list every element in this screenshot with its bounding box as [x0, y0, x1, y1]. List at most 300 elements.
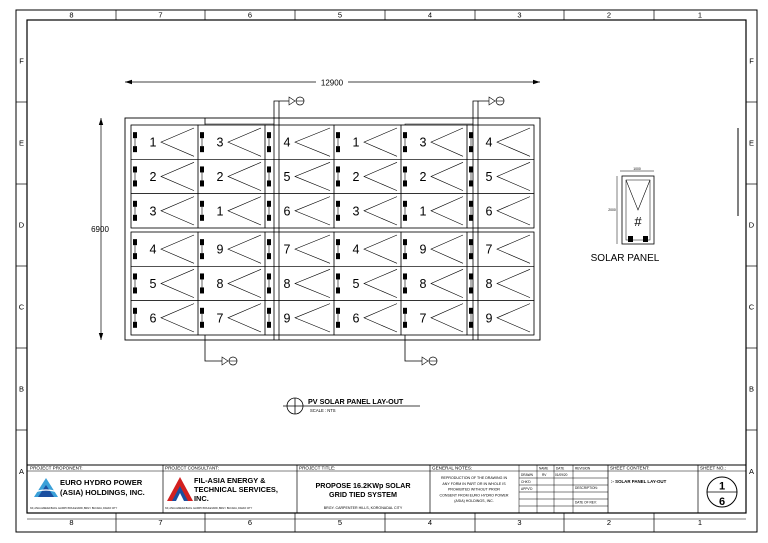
panel-outline [198, 159, 265, 193]
panel-chevron [228, 304, 261, 332]
panel-junction-box [200, 146, 204, 152]
solar-panel [131, 266, 198, 300]
panel-outline [401, 125, 467, 159]
frame-row-label: C [748, 302, 755, 312]
panel-number: 6 [149, 311, 157, 326]
solar-panel [265, 232, 334, 266]
width-dimension: 12900 [320, 78, 344, 88]
rev-header-date: DATE [556, 466, 565, 471]
panel-junction-box [469, 273, 473, 279]
panel-outline [467, 194, 534, 228]
panel-junction-box [403, 146, 407, 152]
frame-col-label: 8 [69, 10, 74, 20]
panel-chevron [431, 128, 463, 156]
dim-arrow-bottom [99, 333, 103, 340]
panel-outline [198, 125, 265, 159]
panel-junction-box [267, 253, 271, 259]
solar-panel [131, 125, 198, 159]
revision-table [519, 465, 608, 513]
panel-junction-box [469, 166, 473, 172]
detail-label: SOLAR PANEL [590, 253, 660, 264]
panel-number: 8 [419, 276, 427, 291]
proponent-label: PROJECT PROPONENT: [30, 465, 83, 471]
frame-col-label: 3 [517, 10, 522, 20]
solar-panel [401, 232, 467, 266]
panel-outline [265, 125, 334, 159]
frame-row-label: A [18, 467, 25, 476]
panel-number: 8 [485, 276, 493, 291]
consultant-name-line3: INC. [194, 494, 209, 503]
outer-border [16, 10, 757, 532]
frame-row-label: E [18, 138, 25, 148]
panel-junction-box [336, 308, 340, 314]
panel-junction-box [267, 322, 271, 328]
panel-number: 9 [485, 311, 493, 326]
solar-panel [467, 232, 534, 266]
panel-outline [334, 266, 401, 300]
panel-outline [131, 194, 198, 228]
panel-junction-box [200, 273, 204, 279]
detail-panel-chevron [626, 180, 650, 210]
description-label: DESCRIPTION: [575, 486, 598, 490]
solar-panel [334, 125, 401, 159]
panel-junction-box [133, 273, 137, 279]
dim-arrow-right [533, 80, 540, 84]
panel-junction-box [336, 166, 340, 172]
panel-junction-box [336, 253, 340, 259]
panel-outline [131, 232, 198, 266]
panel-junction-box [200, 253, 204, 259]
panel-number: 3 [419, 135, 427, 150]
panel-number: 8 [283, 276, 291, 291]
solar-panel [198, 266, 265, 300]
rev-header-name: NAME [539, 466, 549, 471]
panel-junction-box [133, 146, 137, 152]
solar-panel [334, 159, 401, 193]
panel-outline [198, 232, 265, 266]
panel-chevron [295, 304, 330, 332]
frame-col-label: 6 [247, 518, 253, 527]
panel-chevron [364, 269, 397, 297]
panel-chevron [161, 235, 194, 263]
panel-junction-box [133, 201, 137, 207]
panel-junction-box [200, 132, 204, 138]
panel-chevron [497, 128, 530, 156]
sign-row-drawn: DRAWN [521, 473, 533, 477]
panel-number: 8 [216, 276, 224, 291]
solar-panel [467, 159, 534, 193]
panel-outline [265, 159, 334, 193]
panel-chevron [161, 269, 194, 297]
panel-outline [334, 194, 401, 228]
panel-junction-box [200, 322, 204, 328]
frame-row-label: C [18, 302, 25, 312]
panel-chevron [431, 162, 463, 190]
panel-junction-box [403, 201, 407, 207]
frame-row-label: E [748, 138, 755, 148]
layout-title-block [283, 397, 420, 414]
rev-header-revision: REVISION [575, 466, 591, 471]
panel-junction-box [200, 215, 204, 221]
panel-junction-box [403, 239, 407, 245]
solar-panel [467, 301, 534, 335]
panel-chevron [431, 197, 463, 225]
panel-chevron [364, 128, 397, 156]
solar-panel [265, 301, 334, 335]
sheet-content-label: SHEET CONTENT: [610, 465, 650, 471]
panel-outline [401, 159, 467, 193]
panel-junction-box [200, 180, 204, 186]
panel-chevron [497, 269, 530, 297]
frame-col-label: 8 [69, 518, 74, 527]
panel-junction-box [403, 287, 407, 293]
panel-outline [131, 125, 198, 159]
panel-junction-box [133, 253, 137, 259]
panel-chevron [431, 235, 463, 263]
panel-chevron [364, 304, 397, 332]
panel-outline [265, 232, 334, 266]
solar-panel [334, 266, 401, 300]
solar-panel [467, 194, 534, 228]
panel-junction-box [469, 239, 473, 245]
consultant-address: 3/F, ASIA ALMEDA BLDG. ELIMPO BOULEVARD, BRGY. BUCANA, DAVAO CITY [165, 507, 253, 510]
panel-chevron [364, 197, 397, 225]
frame-col-label: 5 [337, 10, 343, 20]
solar-panel [198, 125, 265, 159]
breaker-symbol-bottom-left [222, 357, 237, 365]
frame-row-label: A [748, 467, 755, 476]
proponent-name-line1: EURO HYDRO POWER [60, 478, 143, 487]
panel-junction-box [403, 180, 407, 186]
solar-panel [198, 159, 265, 193]
project-address: BRGY. CARPENTER HILLS, KORONADAL CITY [323, 506, 403, 510]
panel-chevron [228, 162, 261, 190]
frame-row-label: B [748, 384, 755, 394]
panel-outline [198, 194, 265, 228]
panel-junction-box [336, 201, 340, 207]
panel-junction-box [267, 180, 271, 186]
panel-chevron [431, 304, 463, 332]
panel-outline [334, 232, 401, 266]
panel-number: 4 [149, 242, 157, 257]
panel-outline [467, 266, 534, 300]
frame-grid-ticks [16, 10, 757, 532]
panel-junction-box [267, 273, 271, 279]
panel-outline [198, 266, 265, 300]
panel-junction-box [336, 215, 340, 221]
euro-hydro-logo [30, 478, 62, 497]
solar-panel [198, 301, 265, 335]
panel-number: 1 [419, 204, 427, 219]
sheet-number: 1 [718, 480, 726, 493]
frame-col-label: 2 [606, 518, 612, 527]
panel-number: 7 [419, 311, 427, 326]
panel-outline [131, 159, 198, 193]
panel-number: 9 [216, 242, 224, 257]
solar-panel [131, 301, 198, 335]
dim-arrow-left [125, 80, 132, 84]
panel-junction-box [469, 132, 473, 138]
panel-junction-box [267, 146, 271, 152]
panel-number: 3 [216, 135, 224, 150]
panel-outline [467, 232, 534, 266]
panel-number: 1 [216, 204, 224, 219]
proponent-name-line2: (ASIA) HOLDINGS, INC. [60, 488, 145, 497]
panel-junction-box [200, 308, 204, 314]
panel-junction-box [336, 273, 340, 279]
solar-panel [467, 266, 534, 300]
panel-junction-box [403, 132, 407, 138]
panel-junction-box [133, 308, 137, 314]
drawn-by: RV [542, 473, 547, 477]
frame-col-label: 5 [337, 518, 343, 527]
project-title-label: PROJECT TITLE: [299, 465, 336, 471]
panel-chevron [364, 235, 397, 263]
frame-col-label: 7 [158, 10, 163, 20]
panel-outline [401, 301, 467, 335]
sheet-total: 6 [718, 496, 726, 508]
panel-junction-box [403, 273, 407, 279]
panel-chevron [228, 235, 261, 263]
breaker-symbol-bottom-right [422, 357, 437, 365]
panel-junction-box [200, 287, 204, 293]
panel-junction-box [133, 322, 137, 328]
panel-number: 2 [419, 169, 427, 184]
panel-number: 2 [216, 169, 224, 184]
panel-number: 7 [216, 311, 224, 326]
general-notes-label: GENERAL NOTES: [432, 465, 473, 471]
solar-panel [401, 266, 467, 300]
pv-array-layout [91, 77, 540, 365]
frame-row-label: D [748, 220, 755, 230]
consultant-name-line2: TECHNICAL SERVICES, [194, 485, 278, 494]
solar-panel [131, 159, 198, 193]
panel-junction-box [336, 287, 340, 293]
panel-junction-box [133, 166, 137, 172]
sheet-number-label: SHEET NO.: [700, 465, 726, 471]
panel-chevron [161, 162, 194, 190]
panel-junction-box [336, 239, 340, 245]
detail-dim-width: 1000 [633, 167, 641, 171]
panel-outline [401, 194, 467, 228]
panel-number: 7 [283, 242, 291, 257]
panel-number: 2 [352, 169, 360, 184]
consultant-label: PROJECT CONSULTANT: [165, 465, 219, 471]
panel-number: 5 [352, 276, 360, 291]
solar-panel [265, 159, 334, 193]
panel-junction-box [267, 132, 271, 138]
frame-row-label: F [749, 56, 754, 66]
panel-chevron [228, 197, 261, 225]
frame-row-label: F [19, 56, 24, 66]
general-note-line: CONSENT FROM EURO HYDRO POWER [439, 493, 509, 498]
panel-number: 9 [283, 311, 291, 326]
panel-junction-box [133, 287, 137, 293]
panel-outline [265, 266, 334, 300]
detail-panel-mark: # [634, 214, 642, 229]
solar-panel [131, 194, 198, 228]
panel-number: 6 [352, 311, 360, 326]
sheet-content-value: :- SOLAR PANEL LAY-OUT [611, 479, 667, 484]
panel-number: 6 [283, 204, 291, 219]
panel-junction-box [403, 215, 407, 221]
panel-number: 4 [283, 135, 291, 150]
project-title-line2: GRID TIED SYSTEM [329, 490, 397, 499]
panel-chevron [497, 162, 530, 190]
panel-chevron [295, 162, 330, 190]
conduit-top-left [205, 118, 274, 124]
frame-col-label: 2 [606, 10, 612, 20]
panel-junction-box [403, 253, 407, 259]
solar-panel [401, 159, 467, 193]
panel-junction-box [133, 180, 137, 186]
solar-panel [401, 194, 467, 228]
panel-junction-box [403, 166, 407, 172]
panel-junction-box [469, 253, 473, 259]
panel-chevron [431, 269, 463, 297]
panel-junction-box [469, 308, 473, 314]
solar-panel [401, 301, 467, 335]
panel-junction-box [469, 287, 473, 293]
panel-junction-box [336, 146, 340, 152]
height-dimension: 6900 [91, 225, 109, 234]
panel-chevron [295, 197, 330, 225]
solar-panel [334, 301, 401, 335]
panel-junction-box [469, 215, 473, 221]
panel-number: 2 [149, 169, 157, 184]
solar-panel [131, 232, 198, 266]
panel-junction-box [336, 180, 340, 186]
general-note-line: REPRODUCTION OF THE DRAWING IN [440, 476, 508, 480]
solar-panel [265, 194, 334, 228]
array-block-upper [131, 125, 534, 228]
panel-junction-box [267, 308, 271, 314]
panel-chevron [497, 304, 530, 332]
panel-junction-box [133, 132, 137, 138]
panel-chevron [295, 128, 330, 156]
title-block [27, 465, 746, 513]
frame-col-label: 6 [247, 10, 253, 20]
conduit-bottom-right [405, 335, 422, 361]
panel-outline [198, 301, 265, 335]
sign-row-checked: CHK'D [521, 480, 531, 484]
panel-chevron [228, 128, 261, 156]
frame-col-label: 4 [427, 518, 433, 527]
general-note-line: (ASIA) HOLDINGS, INC. [454, 499, 494, 504]
panel-outline [334, 301, 401, 335]
solar-panel [334, 194, 401, 228]
date-of-revision-label: DATE OF REV: [575, 500, 597, 505]
panel-number: 3 [352, 204, 360, 219]
panel-junction-box [200, 201, 204, 207]
panel-number: 9 [419, 242, 427, 257]
frame-grid-labels [19, 11, 755, 528]
panel-outline [265, 301, 334, 335]
solar-panel-detail [591, 128, 738, 264]
panel-junction-box [469, 322, 473, 328]
frame-col-label: 1 [697, 518, 703, 527]
array-block-lower [131, 232, 534, 335]
junction-box-right [643, 236, 648, 242]
panel-junction-box [133, 215, 137, 221]
breaker-symbol-top-left [289, 97, 304, 105]
detail-dim-height: 2000 [608, 208, 616, 212]
general-notes-text [439, 476, 508, 503]
project-title-line1: PROPOSE 16.2KWp SOLAR [315, 481, 411, 490]
panel-junction-box [267, 287, 271, 293]
panel-number: 1 [352, 135, 360, 150]
solar-panel [198, 232, 265, 266]
solar-panel [401, 125, 467, 159]
panel-outline [467, 301, 534, 335]
frame-col-label: 3 [517, 518, 522, 527]
panel-number: 4 [352, 242, 360, 257]
solar-panel [334, 232, 401, 266]
solar-panel [198, 194, 265, 228]
frame-row-label: B [18, 384, 25, 394]
panel-number: 6 [485, 204, 493, 219]
panel-junction-box [469, 146, 473, 152]
panel-outline [467, 125, 534, 159]
panel-chevron [295, 235, 330, 263]
dim-arrow-top [99, 118, 103, 125]
panel-chevron [228, 269, 261, 297]
panel-junction-box [403, 308, 407, 314]
panel-chevron [295, 269, 330, 297]
panel-number: 4 [485, 135, 493, 150]
solar-panel [265, 125, 334, 159]
frame-col-label: 7 [158, 518, 163, 527]
panel-chevron [364, 162, 397, 190]
junction-box-left [628, 236, 633, 242]
frame-row-label: D [18, 220, 25, 230]
layout-title: PV SOLAR PANEL LAY-OUT [308, 397, 404, 406]
panel-junction-box [200, 239, 204, 245]
breaker-symbol-top-right [489, 97, 504, 105]
panel-chevron [497, 235, 530, 263]
panel-outline [131, 301, 198, 335]
solar-panel [265, 266, 334, 300]
panel-outline [334, 159, 401, 193]
panel-outline [401, 232, 467, 266]
panel-number: 5 [485, 169, 493, 184]
panel-chevron [161, 197, 194, 225]
panel-chevron [161, 128, 194, 156]
panel-outline [467, 159, 534, 193]
panel-outline [265, 194, 334, 228]
general-note-line: PROHIBITED WITHOUT PRIOR [447, 487, 501, 492]
panel-junction-box [267, 239, 271, 245]
solar-panel-grid [131, 125, 534, 335]
proponent-address: 3/F, ASIA ALMEDA BLDG. ELIMPO BOULEVARD, BRGY. BUCANA, DAVAO CITY [30, 507, 118, 510]
panel-junction-box [336, 322, 340, 328]
sign-row-approved: APPV'D [521, 487, 533, 491]
frame-col-label: 1 [697, 10, 703, 20]
layout-scale: SCALE : NTS [310, 408, 336, 413]
solar-panel [467, 125, 534, 159]
panel-chevron [161, 304, 194, 332]
panel-chevron [497, 197, 530, 225]
panel-junction-box [267, 201, 271, 207]
panel-outline [131, 266, 198, 300]
panel-number: 7 [485, 242, 493, 257]
conduit-bottom-left [205, 335, 222, 361]
drawn-date: 01/09/20 [555, 473, 568, 477]
panel-junction-box [267, 166, 271, 172]
panel-outline [334, 125, 401, 159]
panel-junction-box [200, 166, 204, 172]
panel-junction-box [336, 132, 340, 138]
